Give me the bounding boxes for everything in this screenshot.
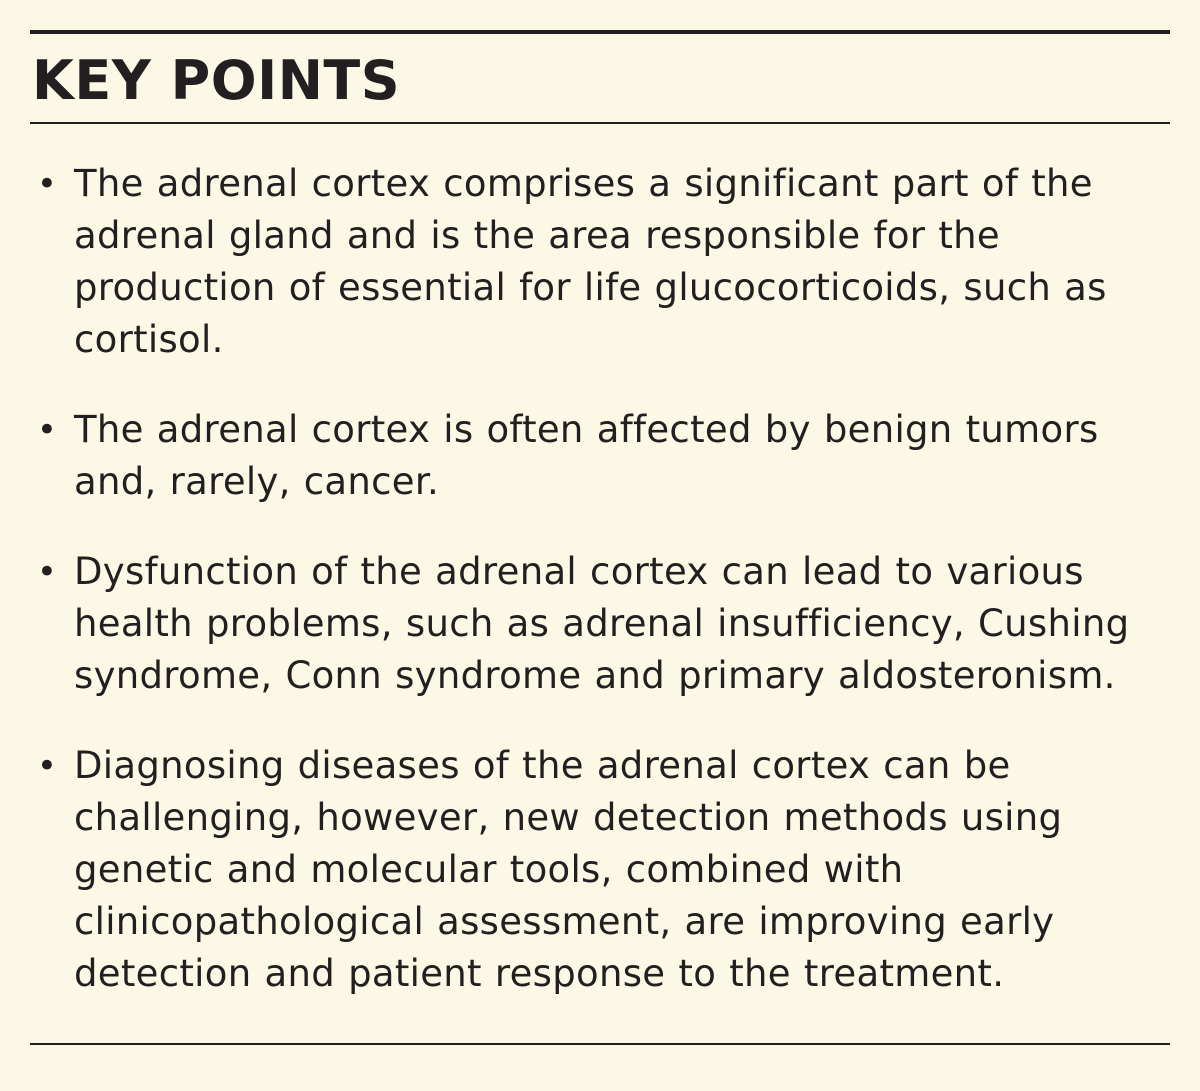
key-point-item [32, 546, 1160, 702]
key-point-item [32, 404, 1160, 508]
key-point-text: Dysfunction of the adrenal cortex can lead to various health problems, such as adrenal insufficiency, Cushing syndrome, Conn syndrome and primary aldosteronism. [74, 550, 1130, 697]
key-point-text: The adrenal cortex comprises a significant part of the adrenal gland and is the area responsible for the production of essential for life glucocorticoids, such as cortisol. [74, 162, 1107, 361]
bullet-icon: • [36, 164, 58, 204]
key-points-title: KEY POINTS [32, 49, 401, 112]
bottom-rule [30, 1043, 1170, 1045]
title-rule [30, 122, 1170, 124]
key-point-item [32, 158, 1160, 366]
key-point-item [32, 740, 1160, 1000]
key-points-list [32, 158, 1160, 1000]
bullet-icon: • [36, 552, 58, 592]
key-point-text: Diagnosing diseases of the adrenal cortex can be challenging, however, new detection methods using genetic and molecular tools, combined with clinicopathological assessment, are improving early detection and patient response to the treatment. [74, 744, 1063, 995]
bullet-icon: • [36, 746, 58, 786]
bullet-icon: • [36, 410, 58, 450]
top-rule [30, 30, 1170, 34]
key-point-text: The adrenal cortex is often affected by benign tumors and, rarely, cancer. [74, 408, 1099, 503]
